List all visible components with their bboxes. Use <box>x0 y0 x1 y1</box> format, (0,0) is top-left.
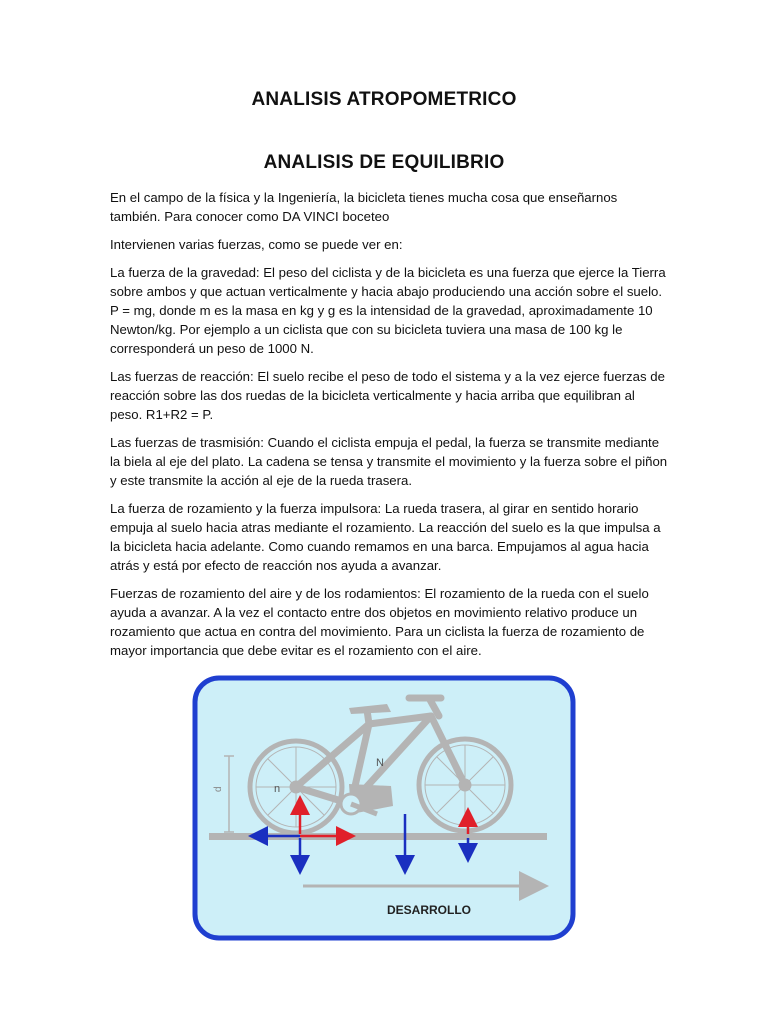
paragraph-reaction: Las fuerzas de reacción: El suelo recibe el peso de todo el sistema y a la vez ejerce fuerzas de reacción sobre las dos ruedas de la bicicleta verticalmente y hacia arriba que equilibran al peso. R1+R2 = P. <box>110 369 665 422</box>
paragraph-intro: En el campo de la física y la Ingeniería, la bicicleta tienes mucha cosa que enseñarnos también. Para conocer como DA VINCI boceteo <box>110 190 618 224</box>
development-caption: DESARROLLO <box>387 903 471 917</box>
document-title: ANALISIS ATROPOMETRICO <box>251 89 517 110</box>
label-N: N <box>376 757 384 769</box>
paragraph-friction: La fuerza de rozamiento y la fuerza impulsora: La rueda trasera, al girar en sentido horario empuja al suelo hacia atras mediante el rozamiento. La reacción del suelo es la que impulsa a la bicicleta hacia adelante. Como cuando remamos en una barca. Empujamos al agua hacia atrás y está por efecto de reacción nos ayuda a avanzar. <box>110 501 661 573</box>
document-body <box>110 188 670 669</box>
bicycle-forces-diagram <box>191 674 577 942</box>
label-n: n <box>274 783 281 795</box>
paragraph-gravity: La fuerza de la gravedad: El peso del ciclista y de la bicicleta es una fuerza que ejerce la Tierra sobre ambos y que actuan verticalmente y hacia abajo produciendo una acción sobre el suelo. P = mg, donde m es la masa en kg y g es la intensidad de la gravedad, aproximadamente 10 Newton/kg. Por ejemplo a un ciclista que con su bicicleta tuviera una masa de 100 kg le corresponderá un peso de 1000 N. <box>110 265 666 356</box>
paragraph-forces-intro: Intervienen varias fuerzas, como se puede ver en: <box>110 237 403 252</box>
paragraph-air-friction: Fuerzas de rozamiento del aire y de los rodamientos: El rozamiento de la rueda con el suelo ayuda a avanzar. A la vez el contacto entre dos objetos en movimiento relativo produce un rozamiento que actua en contra del movimiento. Para un ciclista la fuerza de rozamiento de mayor importancia que debe evitar es el rozamiento con el aire. <box>110 586 649 658</box>
paragraph-transmission: Las fuerzas de trasmisión: Cuando el ciclista empuja el pedal, la fuerza se transmite mediante la biela al eje del plato. La cadena se tensa y transmite el movimiento y la fuerza sobre el piñon y este transmite la acción al eje de la rueda trasera. <box>110 435 668 488</box>
document-subtitle: ANALISIS DE EQUILIBRIO <box>263 152 505 173</box>
bicycle-forces-svg <box>191 674 577 942</box>
label-d: d <box>213 786 224 792</box>
diagram-frame <box>195 678 573 938</box>
